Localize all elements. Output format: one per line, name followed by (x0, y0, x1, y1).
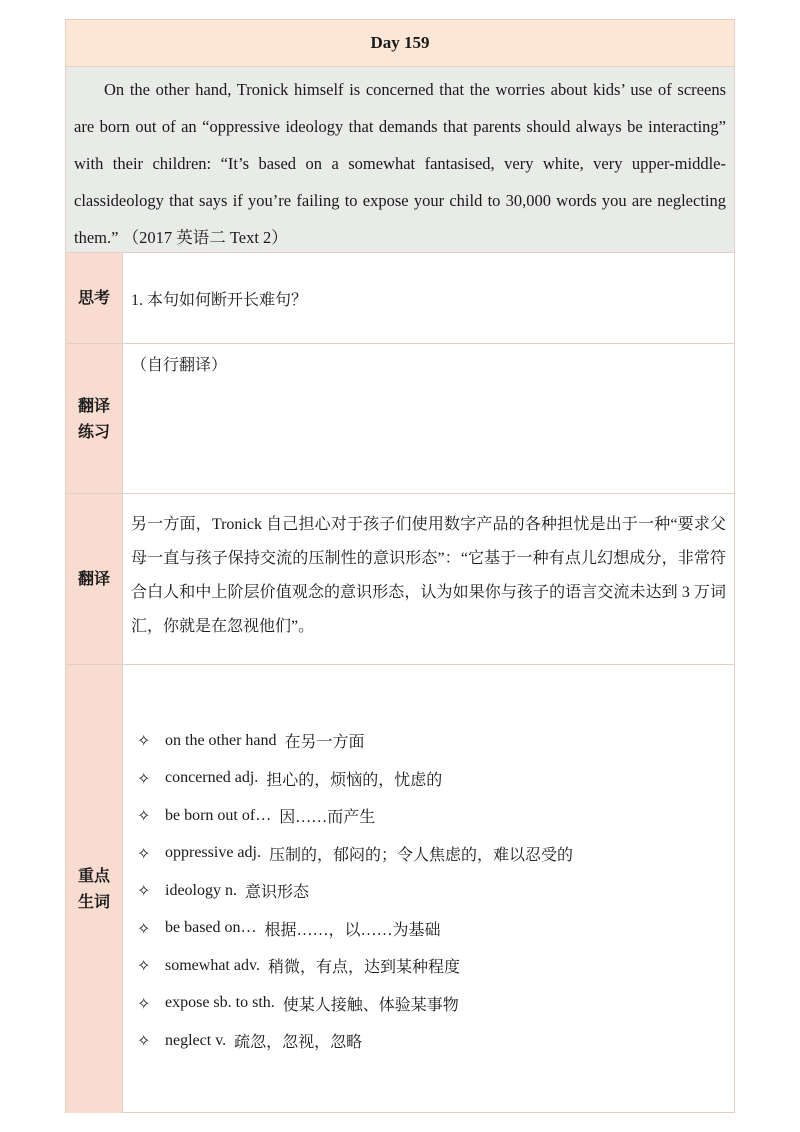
vocab-list (123, 665, 734, 1113)
star-bullet-icon: ✧ (137, 843, 151, 863)
english-passage: On the other hand, Tronick himself is concerned that the worries about kids’ use of screens are born out of an “oppressive ideology that demands that parents should always be interacting” with their children: “It’s based on a somewhat fantasised, very white, very upper-middle-classideology that says if you’re failing to expose your child to 30,000 words you are neglecting them.” （2017 英语二 Text 2） (66, 67, 734, 253)
star-bullet-icon: ✧ (137, 881, 151, 901)
vocab-meaning: 担心的，烦恼的，忧虑的 (266, 771, 443, 789)
vocab-term: on the other hand (165, 731, 277, 749)
translation-text: 另一方面，Tronick 自己担心对于孩子们使用数字产品的各种担忧是出于一种“要求父母一直与孩子保持交流的压制性的意识形态”：“它基于一种有点儿幻想成分，非常符合白人和中上阶层价值观念的意识形态，认为如果你与孩子的语言交流未达到 3 万词汇，你就是在忽视他们”。 (131, 516, 726, 635)
vocab-term: somewhat adv. (165, 956, 260, 974)
list-item (137, 910, 726, 948)
translation-label: 翻译 (66, 494, 123, 664)
vocab-term: concerned adj. (165, 769, 259, 787)
vocab-meaning: 在另一方面 (284, 734, 365, 752)
vocab-term: ideology n. (165, 881, 237, 899)
practice-label: 翻译练习 (66, 344, 123, 493)
vocab-term: oppressive adj. (165, 844, 261, 862)
vocab-meaning: 疏忽，忽视，忽略 (234, 1034, 363, 1052)
list-item (137, 947, 726, 985)
vocab-row (66, 665, 734, 1113)
vocab-meaning: 根据……，以……为基础 (264, 921, 441, 939)
vocab-meaning: 压制的，郁闷的；令人焦虑的，难以忍受的 (268, 846, 573, 864)
list-item (137, 760, 726, 798)
practice-area: （自行翻译） (131, 357, 228, 374)
translation-row (66, 494, 734, 665)
think-label: 思考 (66, 253, 123, 343)
star-bullet-icon: ✧ (137, 731, 151, 751)
study-sheet (65, 19, 735, 1113)
list-item (137, 985, 726, 1023)
list-item (137, 835, 726, 873)
list-item (137, 1022, 726, 1060)
vocab-meaning: 因……而产生 (279, 809, 376, 827)
day-title: Day 159 (66, 20, 734, 67)
star-bullet-icon: ✧ (137, 1031, 151, 1051)
think-row (66, 253, 734, 344)
star-bullet-icon: ✧ (137, 956, 151, 976)
vocab-meaning: 使某人接触、体验某事物 (282, 996, 459, 1014)
vocab-term: expose sb. to sth. (165, 994, 275, 1012)
list-item (137, 722, 726, 760)
vocab-term: neglect v. (165, 1031, 227, 1049)
practice-row (66, 344, 734, 494)
list-item (137, 872, 726, 910)
vocab-label: 重点生词 (66, 665, 123, 1113)
vocab-meaning: 意识形态 (245, 884, 310, 902)
think-question: 1. 本句如何断开长难句？ (131, 291, 308, 309)
vocab-term: be based on… (165, 919, 257, 937)
star-bullet-icon: ✧ (137, 993, 151, 1013)
list-item (137, 797, 726, 835)
vocab-meaning: 稍微，有点，达到某种程度 (267, 959, 460, 977)
star-bullet-icon: ✧ (137, 768, 151, 788)
vocab-term: be born out of… (165, 806, 272, 824)
star-bullet-icon: ✧ (137, 918, 151, 938)
star-bullet-icon: ✧ (137, 806, 151, 826)
